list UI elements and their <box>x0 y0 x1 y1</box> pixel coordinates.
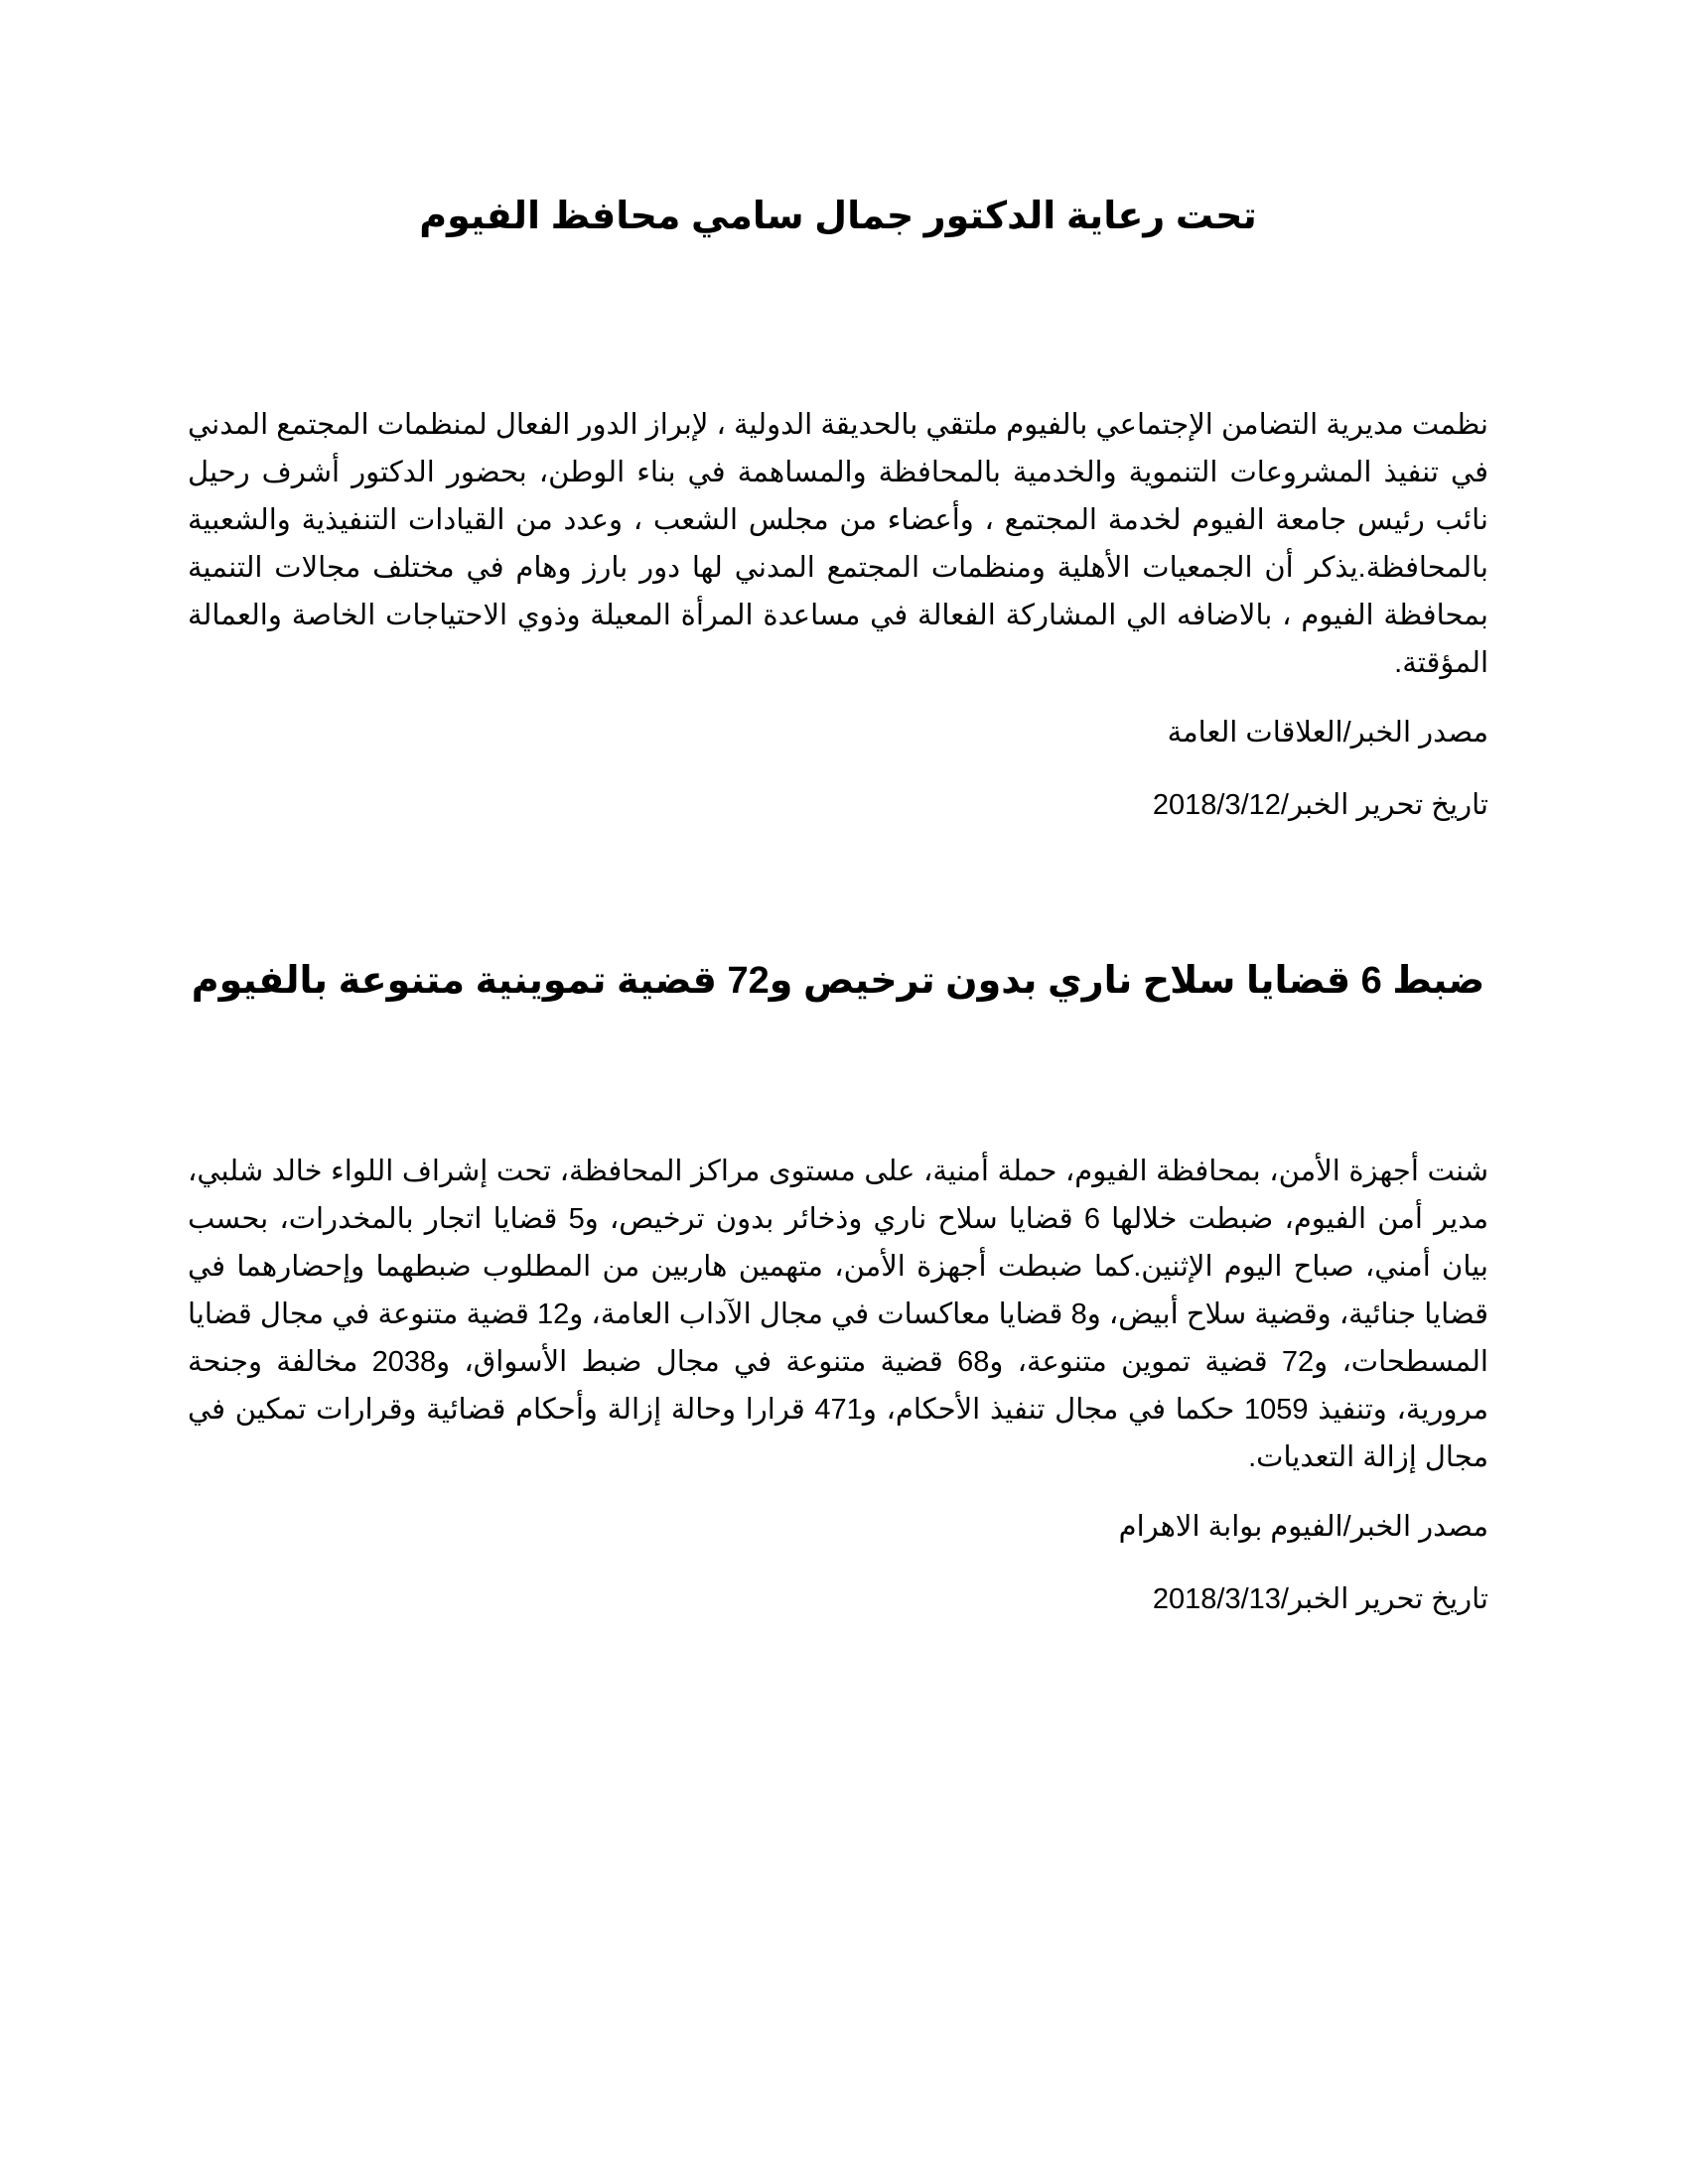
article-body: نظمت مديرية التضامن الإجتماعي بالفيوم ملتقي بالحديقة الدولية ، لإبراز الدور الفعال لمنظمات المجتمع المدني في تنفيذ المشروعات التنموية والخدمية بالمحافظة والمساهمة في بناء الوطن، بحضور الدكتور أشرف رحيل نائب رئيس جامعة الفيوم لخدمة المجتمع ، وأعضاء من مجلس الشعب ، وعدد من القيادات التنفيذية والشعبية بالمحافظة.يذكر أن الجمعيات الأهلية ومنظمات المجتمع المدني لها دور بارز وهام في مختلف مجالات التنمية بمحافظة الفيوم ، بالاضافه الي المشاركة الفعالة في مساعدة المرأة المعيلة وذوي الاحتياجات الخاصة والعمالة المؤقتة. <box>188 409 1488 679</box>
article-source: مصدر الخبر/العلاقات العامة <box>1167 717 1488 749</box>
article-source: مصدر الخبر/الفيوم بوابة الاهرام <box>1118 1511 1488 1543</box>
article-date-value: 2018/3/13 <box>1152 1583 1281 1615</box>
news-article <box>188 189 1488 825</box>
article-date <box>188 785 1488 825</box>
article-date <box>188 1579 1488 1619</box>
article-headline: تحت رعاية الدكتور جمال سامي محافظ الفيوم <box>419 196 1257 237</box>
article-date-label: تاريخ تحرير الخبر/ <box>1280 789 1488 821</box>
news-article <box>188 953 1488 1619</box>
article-date-label: تاريخ تحرير الخبر/ <box>1280 1583 1488 1615</box>
article-date-value: 2018/3/12 <box>1152 789 1281 821</box>
article-headline: ضبط 6 قضايا سلاح ناري بدون ترخيص و72 قضية تموينية متنوعة بالفيوم <box>191 960 1485 1002</box>
article-body: شنت أجهزة الأمن، بمحافظة الفيوم، حملة أمنية، على مستوى مراكز المحافظة، تحت إشراف اللواء خالد شلبي، مدير أمن الفيوم، ضبطت خلالها 6 قضايا سلاح ناري وذخائر بدون ترخيص، و5 قضايا اتجار بالمخدرات، بحسب بيان أمني، صباح اليوم الإثنين.كما ضبطت أجهزة الأمن، متهمين هاربين من المطلوب ضبطهما وإحضارهما في قضايا جنائية، وقضية سلاح أبيض، و8 قضايا معاكسات في مجال الآداب العامة، و12 قضية متنوعة في مجال قضايا المسطحات، و72 قضية تموين متنوعة، و68 قضية متنوعة في مجال ضبط الأسواق، و2038 مخالفة وجنحة مرورية، وتنفيذ 1059 حكما في مجال تنفيذ الأحكام، و471 قرارا وحالة إزالة وأحكام قضائية وقرارات تمكين في مجال إزالة التعديات. <box>188 1156 1489 1473</box>
